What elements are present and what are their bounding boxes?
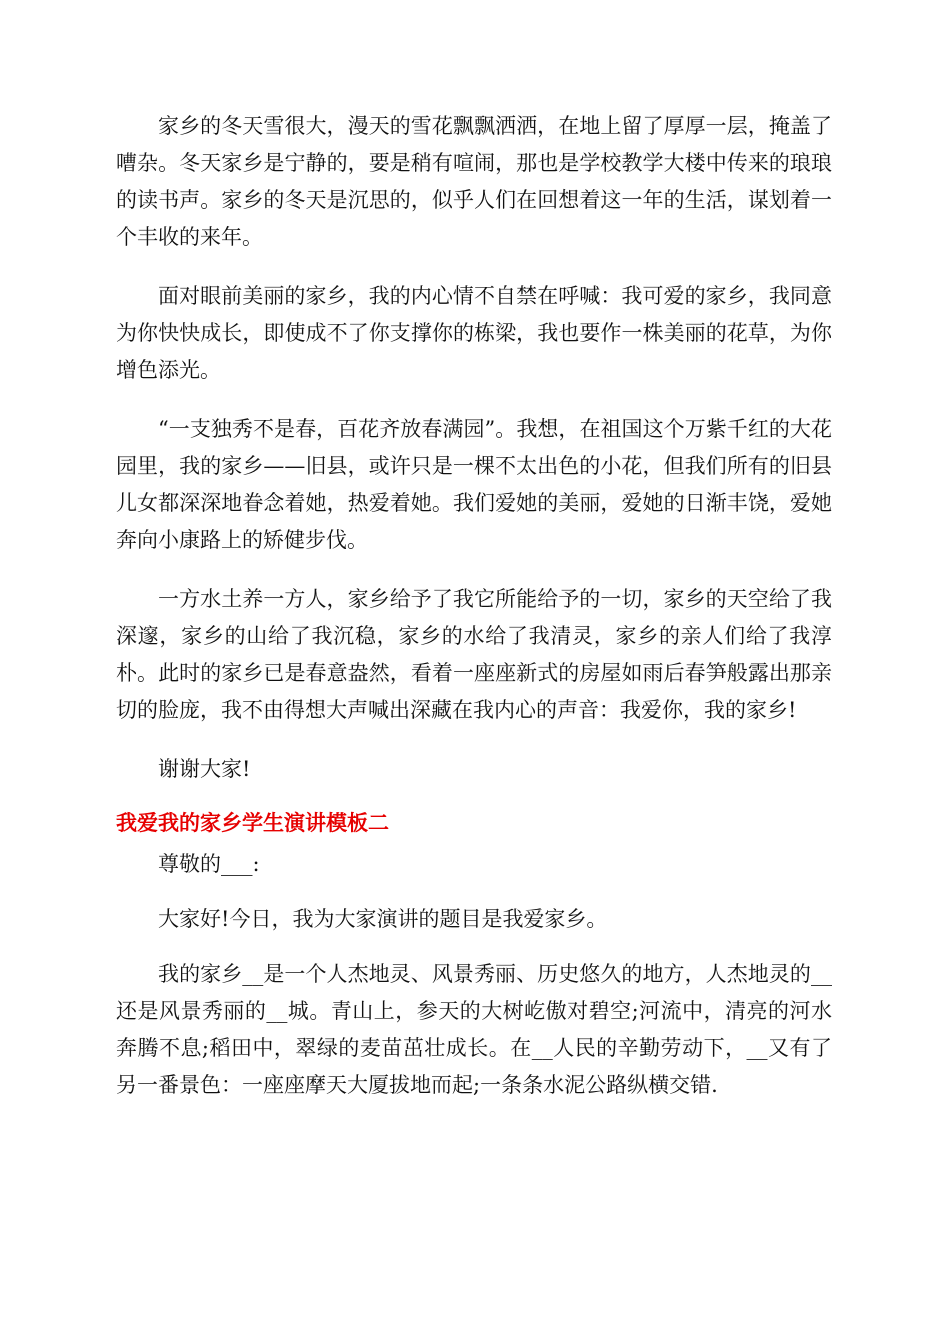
section-heading: 我爱我的家乡学生演讲模板二: [116, 811, 389, 835]
paragraph-thanks: 谢谢大家!: [158, 757, 251, 781]
paragraph-winter: 家乡的冬天雪很大，漫天的雪花飘飘洒洒，在地上留了厚厚一层，掩盖了嘈杂。冬天家乡是宁静的，要是稍有喧闹，那也是学校教学大楼中传来的琅琅的读书声。家乡的冬天是沉思的，似乎人们在回想着这一年的生活，谋划着一个丰收的来年。: [116, 114, 832, 249]
paragraph-greeting: 大家好!今日，我为大家演讲的题目是我爱家乡。: [158, 907, 608, 931]
paragraph-spring-garden: “一支独秀不是春，百花齐放春满园”。我想，在祖国这个万紫千红的大花园里，我的家乡——旧县，或许只是一棵不太出色的小花，但我们所有的旧县儿女都深深地眷念着她，热爱着她。我们爱她的美丽，爱她的日渐丰饶，爱她奔向小康路上的矫健步伐。: [116, 417, 832, 552]
paragraph-salutation: 尊敬的___:: [158, 852, 260, 876]
document-body: [116, 108, 832, 1126]
paragraph-water-and-soil: 一方水土养一方人，家乡给予了我它所能给予的一切，家乡的天空给了我深邃，家乡的山给了我沉稳，家乡的水给了我清灵，家乡的亲人们给了我淳朴。此时的家乡已是春意盎然，看着一座座新式的房屋如雨后春笋般露出那亲切的脸庞，我不由得想大声喊出深藏在我内心的声音：我爱你，我的家乡!: [116, 587, 832, 722]
paragraph-hometown-call: 面对眼前美丽的家乡，我的内心情不自禁在呼喊：我可爱的家乡，我同意为你快快成长，即使成不了你支撑你的栋梁，我也要作一株美丽的花草，为你增色添光。: [116, 284, 832, 382]
paragraph-hometown-description: 我的家乡__是一个人杰地灵、风景秀丽、历史悠久的地方，人杰地灵的__还是风景秀丽的__城。青山上，参天的大树屹傲对碧空;河流中，清亮的河水奔腾不息;稻田中，翠绿的麦苗茁壮成长。在__人民的辛勤劳动下，__又有了另一番景色：一座座摩天大厦拔地而起;一条条水泥公路纵横交错.: [116, 962, 832, 1097]
